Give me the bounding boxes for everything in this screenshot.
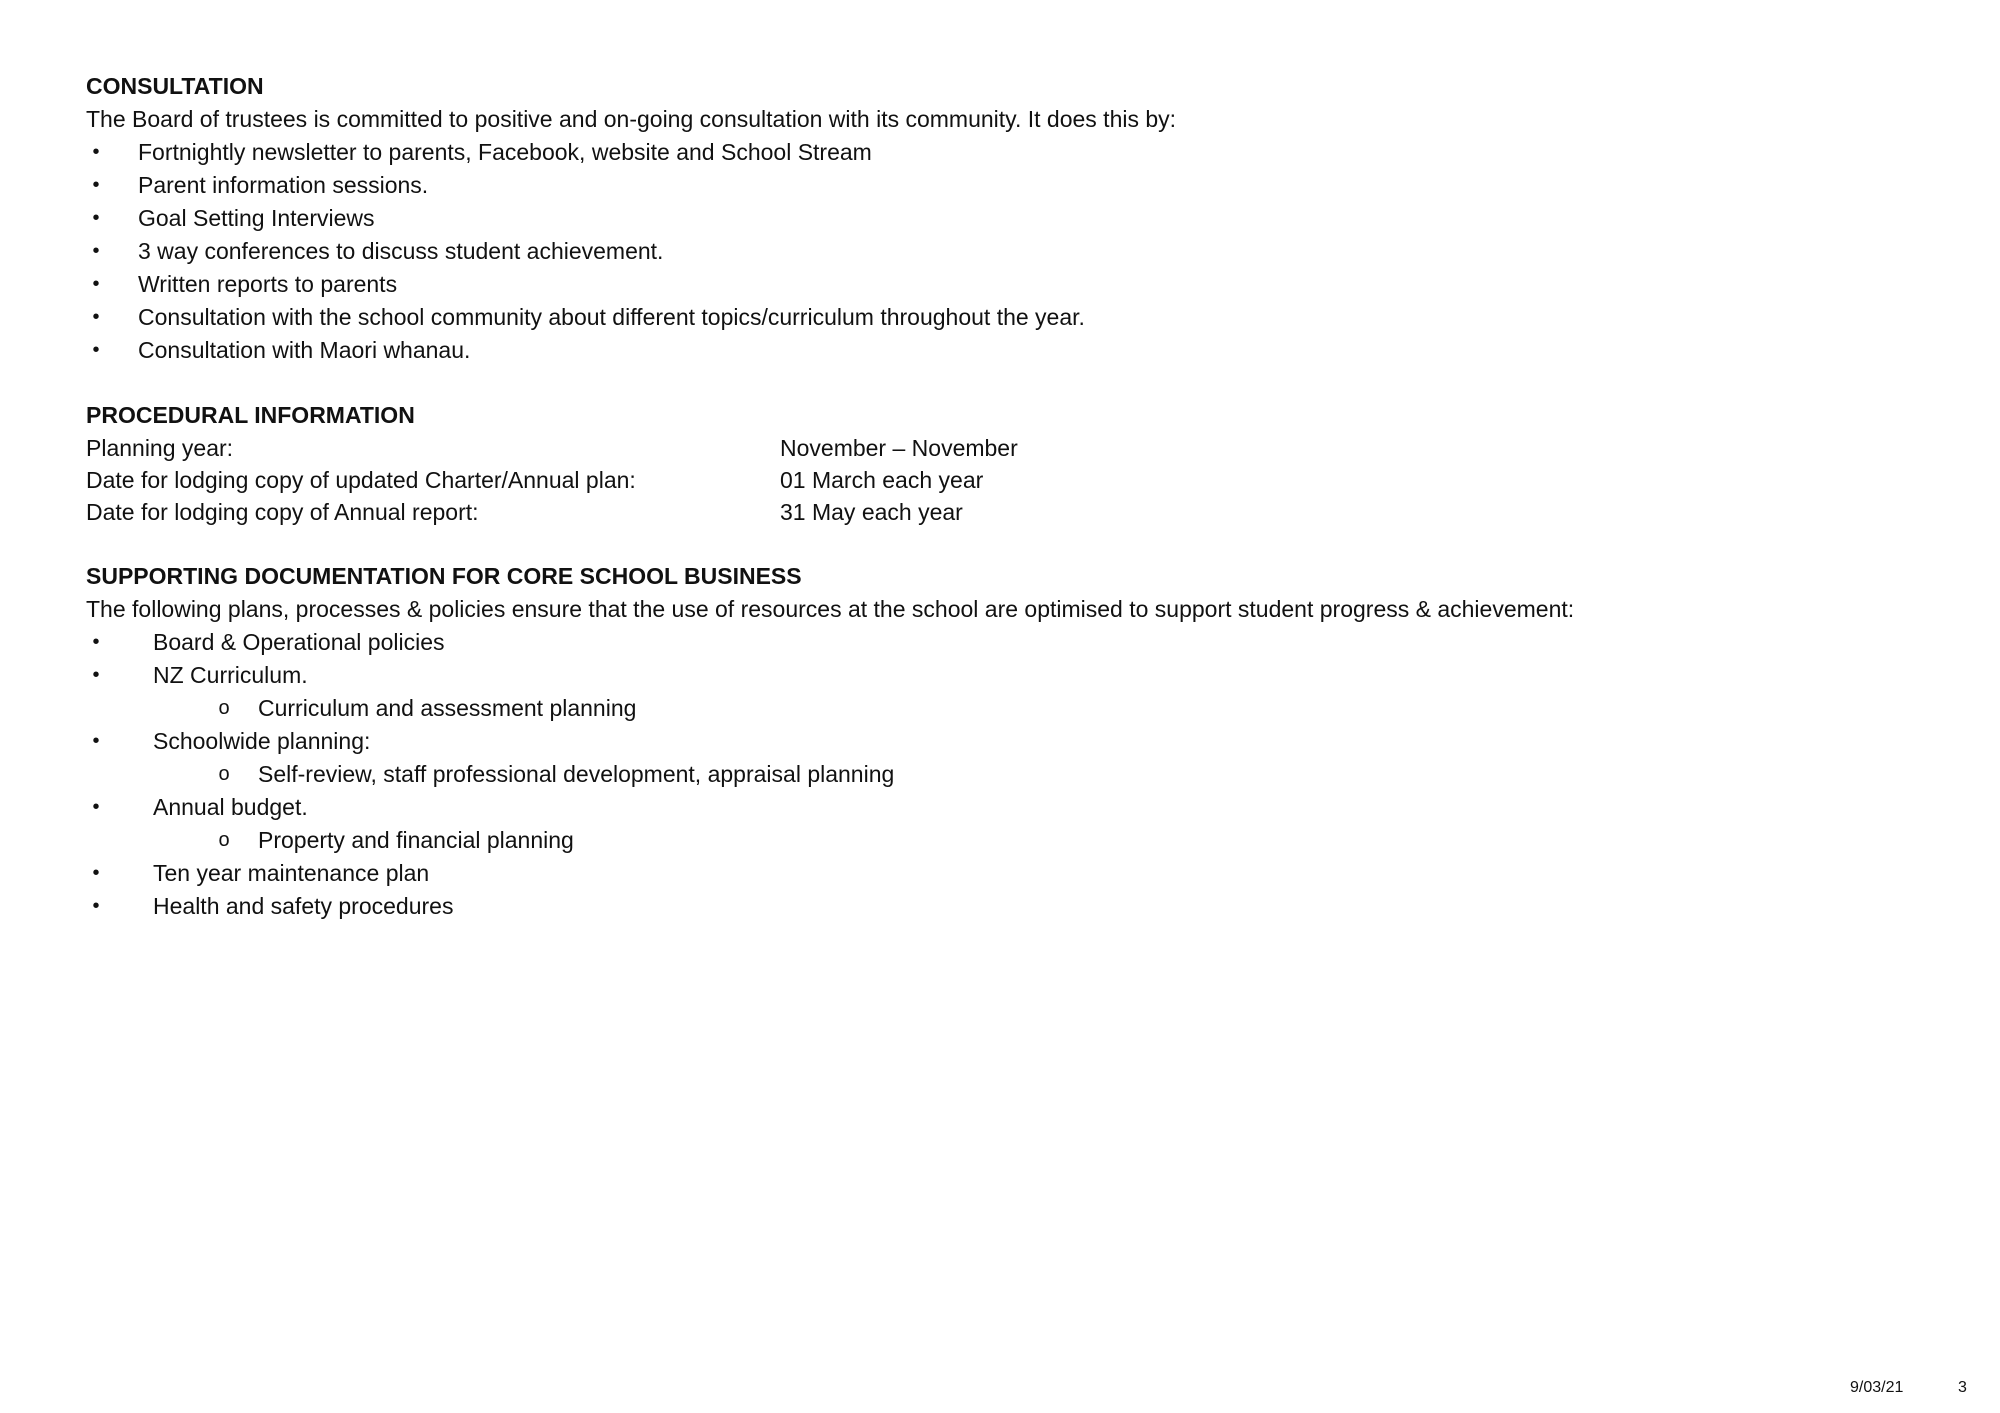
bullet-icon: • xyxy=(92,141,100,163)
procedural-label: Date for lodging copy of updated Charter/Annual plan: xyxy=(86,467,636,493)
section-spacer xyxy=(86,367,1886,399)
consultation-intro: The Board of trustees is committed to positive and on-going consultation with its community. It does this by: xyxy=(86,106,1177,132)
list-item-text: Schoolwide planning: xyxy=(153,728,371,754)
procedural-row xyxy=(86,496,1886,528)
list-item-text: Parent information sessions. xyxy=(138,172,429,198)
list-item-text: Fortnightly newsletter to parents, Facebook, website and School Stream xyxy=(138,139,872,165)
sub-list-item xyxy=(86,758,1886,791)
procedural-value: 01 March each year xyxy=(780,467,984,493)
list-item xyxy=(86,301,1886,334)
list-item xyxy=(86,659,1886,692)
circle-bullet-icon: o xyxy=(218,697,230,719)
list-item-text: Ten year maintenance plan xyxy=(153,860,430,886)
procedural-value: 31 May each year xyxy=(780,499,963,525)
page-number: 3 xyxy=(1958,1379,1967,1396)
list-item-text: NZ Curriculum. xyxy=(153,662,308,688)
procedural-label: Planning year: xyxy=(86,435,234,461)
bullet-icon: • xyxy=(92,273,100,295)
sub-list-item xyxy=(86,824,1886,857)
procedural-heading: PROCEDURAL INFORMATION xyxy=(86,402,415,428)
list-item-text: Goal Setting Interviews xyxy=(138,205,375,231)
sub-list-item-text: Self-review, staff professional development, appraisal planning xyxy=(258,761,895,787)
list-item xyxy=(86,136,1886,169)
list-item-text: Consultation with Maori whanau. xyxy=(138,337,471,363)
list-item xyxy=(86,626,1886,659)
bullet-icon: • xyxy=(92,306,100,328)
bullet-icon: • xyxy=(92,862,100,884)
sub-list-item-text: Property and financial planning xyxy=(258,827,574,853)
procedural-row xyxy=(86,432,1886,464)
procedural-row xyxy=(86,464,1886,496)
list-item-text: Health and safety procedures xyxy=(153,893,454,919)
supporting-intro: The following plans, processes & policies ensure that the use of resources at the school are optimised to support student progress & achievement: xyxy=(86,596,1575,622)
bullet-icon: • xyxy=(92,895,100,917)
bullet-icon: • xyxy=(92,796,100,818)
supporting-heading: SUPPORTING DOCUMENTATION FOR CORE SCHOOL BUSINESS xyxy=(86,563,802,589)
list-item xyxy=(86,725,1886,758)
bullet-icon: • xyxy=(92,631,100,653)
list-item-text: Written reports to parents xyxy=(138,271,398,297)
procedural-label: Date for lodging copy of Annual report: xyxy=(86,499,479,525)
sub-list-item-text: Curriculum and assessment planning xyxy=(258,695,637,721)
circle-bullet-icon: o xyxy=(218,763,230,785)
list-item xyxy=(86,235,1886,268)
bullet-icon: • xyxy=(92,207,100,229)
list-item xyxy=(86,202,1886,235)
list-item xyxy=(86,857,1886,890)
footer-date: 9/03/21 xyxy=(1850,1379,1904,1396)
page-content xyxy=(86,70,1886,923)
circle-bullet-icon: o xyxy=(218,829,230,851)
list-item-text: Annual budget. xyxy=(153,794,308,820)
bullet-icon: • xyxy=(92,240,100,262)
procedural-value: November – November xyxy=(780,435,1018,461)
sub-list-item xyxy=(86,692,1886,725)
list-item xyxy=(86,791,1886,824)
list-item xyxy=(86,268,1886,301)
consultation-heading: CONSULTATION xyxy=(86,73,264,99)
list-item xyxy=(86,334,1886,367)
list-item xyxy=(86,169,1886,202)
bullet-icon: • xyxy=(92,339,100,361)
section-spacer xyxy=(86,528,1886,560)
bullet-icon: • xyxy=(92,730,100,752)
list-item-text: Board & Operational policies xyxy=(153,629,445,655)
bullet-icon: • xyxy=(92,664,100,686)
list-item xyxy=(86,890,1886,923)
list-item-text: 3 way conferences to discuss student achievement. xyxy=(138,238,664,264)
bullet-icon: • xyxy=(92,174,100,196)
list-item-text: Consultation with the school community about different topics/curriculum throughout the year. xyxy=(138,304,1085,330)
